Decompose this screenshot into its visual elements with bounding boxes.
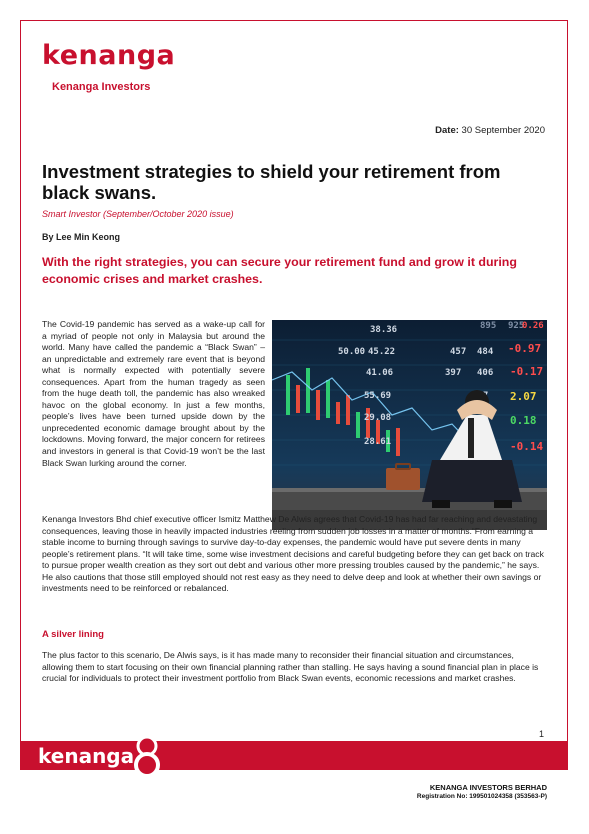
board-number: 925 [508, 321, 525, 331]
company-name: KENANGA INVESTORS BERHAD [429, 783, 547, 792]
board-number: 29.08 [364, 413, 392, 423]
paragraph-3: The plus factor to this scenario, De Alwis says, is it has made many to reconsider their financial situation and circumstances, allowing them to start focusing on their own financial planning rather than stalling. He says having a sound financial plan in place is crucial for individuals to protect their investment portfolio from Black Swan events, economic recessions and market crashes. [42, 650, 539, 684]
board-number: 41.06 [366, 368, 394, 378]
paragraph-2: Kenanga Investors Bhd chief executive officer Ismitz Matthew De Alwis agrees that Covid-19 has had far reaching and devastating consequences, leaving those in heavily impacted industries reeling from sudden job losses in a matter of months.“From earning a stable income to burning through savings to survive day-to-day expenses, the pandemic would have put severe dents in many people’s retirement plans. “It will take time, some wise investment decisions and careful budgeting before they can get back on track to pursue proper wealth creation as they sort out debt and various other more pressing troubles caused by the pandemic,” he says. He also cautions that those still employed should not rest easy as they need to delve deep and look at whether their own savings or investments need to be reinforced or rebalanced. [42, 514, 544, 594]
board-number: -0.97 [508, 342, 542, 355]
registration-number: Registration No: 199501024358 (353563-P) [416, 793, 547, 800]
section-heading: A silver lining [42, 629, 104, 640]
paragraph-1: The Covid-19 pandemic has served as a wake-up call for a myriad of people not only in Malaysia but around the world. Many have called the pandemic a “Black Swan” – an unpredictable and extremely rare event that is beyond what is normally expected with potentially severe consequences. Apart from the human tragedy as seen from the huge death toll, the pandemic has also wreaked havoc on the global economy. In just a few months, people’s lives have been turned upside down by the unprecedented economic damage brought about by the lockdowns. Moving forward, the major concern for retirees and investors in general is that Covid-19 won’t be the last Black Swan lurking around the corner. [42, 319, 265, 468]
article-source: Smart Investor (September/October 2020 issue) [42, 209, 234, 219]
article-author: By Lee Min Keong [42, 232, 121, 242]
article-lead: With the right strategies, you can secure your retirement fund and grow it during economic crises and market crashes. [42, 255, 517, 286]
brand-subtitle: Kenanga Investors [52, 81, 151, 93]
board-number: 2.07 [510, 390, 537, 403]
emblem-eight-icon [130, 733, 164, 779]
board-number: 45.22 [368, 347, 396, 357]
board-number: 28.61 [364, 437, 392, 447]
board-number: 457 [450, 347, 467, 357]
board-number: 397 [445, 368, 462, 378]
date-label: Date: [435, 125, 459, 136]
brand-logo: kenanga [42, 40, 176, 71]
board-number: 484 [477, 347, 494, 357]
footer-logo: kenanga [38, 744, 135, 768]
board-number: 895 [480, 321, 497, 331]
page-number: 1 [539, 729, 545, 739]
article-title: Investment strategies to shield your retirement from black swans. [42, 161, 501, 203]
board-number: -0.17 [510, 365, 544, 378]
article-photo [272, 320, 547, 530]
board-number: 50.00 [338, 347, 366, 357]
board-number: -0.14 [510, 440, 544, 453]
date-value: 30 September 2020 [461, 125, 545, 136]
article-date [435, 125, 545, 136]
board-number: 38.36 [370, 325, 398, 335]
board-number: 406 [477, 368, 494, 378]
board-number: 0.26 [522, 321, 544, 331]
board-number: 0.18 [510, 414, 537, 427]
board-number: 55.69 [364, 391, 392, 401]
